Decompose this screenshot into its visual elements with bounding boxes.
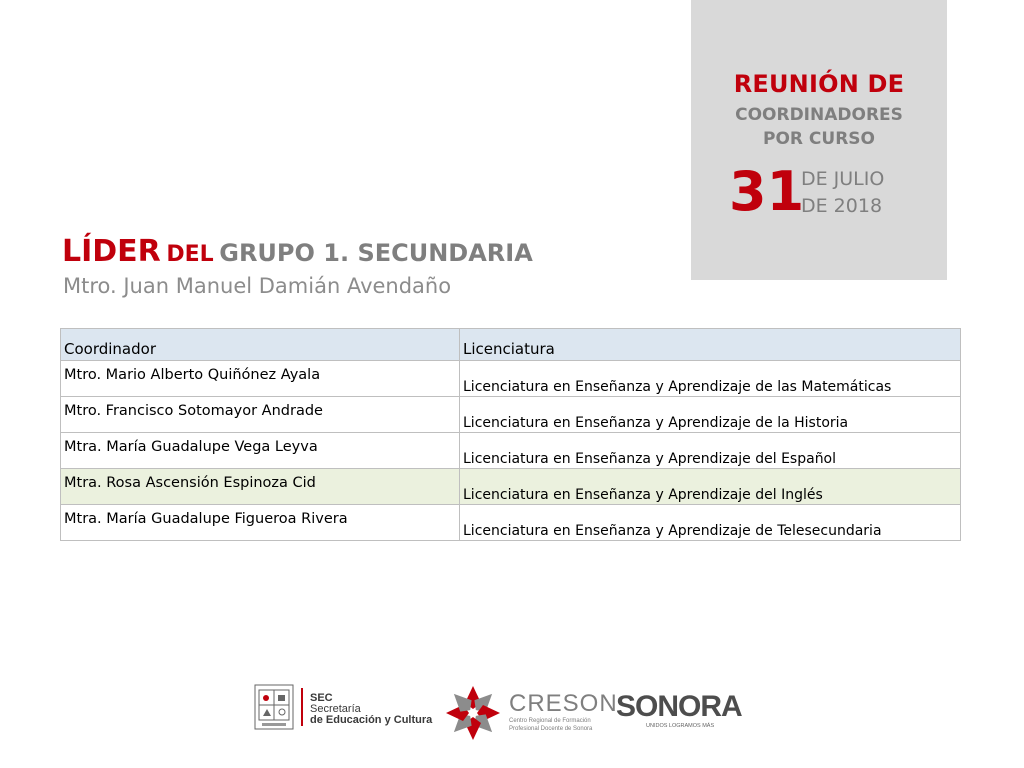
meeting-title: REUNIÓN DE: [733, 70, 905, 98]
creson-subtitle-line1: Centro Regional de Formación: [509, 718, 591, 724]
table-row-highlighted: [61, 469, 961, 505]
page-title: [62, 234, 533, 269]
sec-divider: [301, 688, 303, 726]
creson-logo-icon: [444, 684, 502, 742]
degree-cell: Licenciatura en Enseñanza y Aprendizaje de Telesecundaria: [460, 505, 961, 541]
degree-cell: Licenciatura en Enseñanza y Aprendizaje de las Matemáticas: [460, 361, 961, 397]
coordinator-cell: Mtra. Rosa Ascensión Espinoza Cid: [61, 469, 460, 505]
sonora-tagline: UNIDOS LOGRAMOS MÁS: [646, 723, 715, 729]
meeting-year: DE 2018: [801, 195, 883, 217]
coordinator-cell: Mtro. Francisco Sotomayor Andrade: [61, 397, 460, 433]
table-row: [61, 433, 961, 469]
sec-name-line2: de Educación y Cultura: [310, 714, 433, 726]
sonora-wordmark: SONORA: [616, 690, 742, 723]
meeting-month: DE JULIO: [801, 168, 885, 190]
meeting-subtitle-line1: COORDINADORES: [735, 105, 903, 125]
table-row: [61, 397, 961, 433]
sec-crest-icon: [254, 684, 294, 730]
degree-cell: Licenciatura en Enseñanza y Aprendizaje del Español: [460, 433, 961, 469]
sec-label: SEC: [310, 692, 333, 704]
table-row: [61, 505, 961, 541]
sec-name-line1: Secretaría: [310, 703, 361, 715]
column-header-coordinador: Coordinador: [61, 329, 460, 361]
table-row: [61, 361, 961, 397]
meeting-day: 31: [729, 160, 805, 223]
coordinator-cell: Mtra. María Guadalupe Figueroa Rivera: [61, 505, 460, 541]
title-del: DEL: [166, 242, 214, 267]
coordinators-table: [60, 328, 961, 541]
coordinator-cell: Mtro. Mario Alberto Quiñónez Ayala: [61, 361, 460, 397]
creson-wordmark: CRESON: [509, 690, 618, 717]
leader-name: Mtro. Juan Manuel Damián Avendaño: [63, 274, 452, 298]
degree-cell: Licenciatura en Enseñanza y Aprendizaje del Inglés: [460, 469, 961, 505]
creson-subtitle-line2: Profesional Docente de Sonora: [509, 726, 593, 732]
date-panel: [691, 0, 947, 280]
coordinator-cell: Mtra. María Guadalupe Vega Leyva: [61, 433, 460, 469]
degree-cell: Licenciatura en Enseñanza y Aprendizaje de la Historia: [460, 397, 961, 433]
title-grupo: GRUPO 1. SECUNDARIA: [219, 239, 533, 267]
column-header-licenciatura: Licenciatura: [460, 329, 961, 361]
footer-logos: [254, 684, 754, 744]
meeting-subtitle-line2: POR CURSO: [763, 129, 875, 149]
title-lider: LÍDER: [62, 234, 161, 269]
table-header-row: [61, 329, 961, 361]
